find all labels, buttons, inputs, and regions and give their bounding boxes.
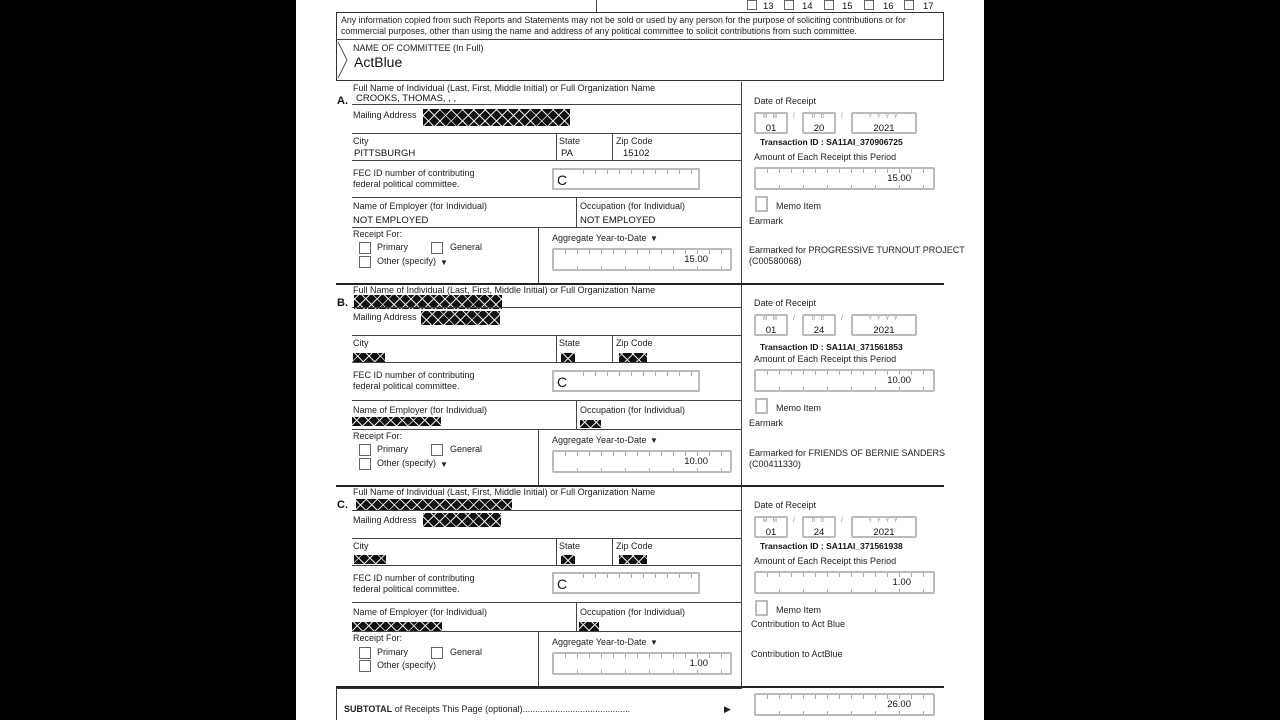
other-checkbox[interactable]: [359, 660, 371, 672]
primary-label: Primary: [377, 647, 408, 657]
date-month: M M 01: [754, 314, 788, 336]
memo-item-label: Memo Item: [776, 605, 822, 615]
general-checkbox[interactable]: [431, 242, 443, 254]
subtotal-field: 26.00: [754, 693, 935, 716]
memo-checkbox[interactable]: [755, 600, 768, 616]
memo-text: Contribution to Act Blue: [751, 619, 846, 629]
redacted-address: [421, 311, 500, 325]
date-of-receipt-label: Date of Receipt: [754, 500, 817, 510]
memo-checkbox[interactable]: [755, 398, 768, 414]
full-name-label: Full Name of Individual (Last, First, Middle Initial) or Full Organization Name: [353, 285, 656, 295]
mailing-address-label: Mailing Address: [353, 110, 417, 120]
date-day: D D 24: [802, 516, 836, 538]
primary-label: Primary: [377, 444, 408, 454]
aggregate-field: 15.00: [552, 248, 732, 271]
aggregate-field: 1.00: [552, 652, 732, 675]
triangle-down-icon: ▼: [650, 234, 658, 243]
city-label: City: [353, 136, 369, 146]
transaction-id: Transaction ID : SA11AI_370906725: [760, 137, 903, 147]
other-label: Other (specify): [377, 660, 437, 670]
redacted-city: [353, 353, 385, 362]
column-divider: [741, 82, 742, 686]
mailing-address-label: Mailing Address: [353, 312, 417, 322]
amount-field: 10.00: [754, 369, 935, 392]
fec-id-label-2: federal political committee.: [353, 179, 460, 189]
redacted-address: [423, 513, 501, 527]
triangle-right-icon: ▶: [724, 704, 731, 714]
fec-id-label: FEC ID number of contributing: [353, 573, 475, 583]
entry-letter: B.: [337, 297, 348, 309]
other-label: Other (specify): [377, 458, 437, 468]
receipt-for-label: Receipt For:: [353, 431, 403, 441]
subtotal-label: SUBTOTAL of Receipts This Page (optional)...........................................: [344, 704, 631, 714]
general-checkbox[interactable]: [431, 647, 443, 659]
aggregate-field: 10.00: [552, 450, 732, 473]
city-value: PITTSBURGH: [354, 148, 416, 159]
general-checkbox[interactable]: [431, 444, 443, 456]
zip-value: 15102: [623, 148, 650, 159]
redacted-state: [561, 555, 575, 564]
earmark-note: Earmarked for PROGRESSIVE TURNOUT PROJECT: [749, 245, 965, 255]
redacted-employer: [352, 622, 442, 631]
memo-item-label: Memo Item: [776, 403, 822, 413]
zip-label: Zip Code: [616, 338, 653, 348]
entry-letter: C.: [337, 499, 348, 511]
redacted-city: [354, 555, 386, 564]
date-year: Y Y Y Y 2021: [851, 516, 917, 538]
aggregate-label: Aggregate Year-to-Date: [552, 233, 647, 243]
triangle-down-icon: ▼: [650, 638, 658, 647]
date-day: D D 20: [802, 112, 836, 134]
full-name-label: Full Name of Individual (Last, First, Middle Initial) or Full Organization Name: [353, 83, 656, 93]
earmark-id: (C00580068): [749, 256, 802, 266]
fec-id-label-2: federal political committee.: [353, 381, 460, 391]
city-label: City: [353, 541, 369, 551]
general-label: General: [450, 647, 483, 657]
date-of-receipt-label: Date of Receipt: [754, 96, 817, 106]
city-label: City: [353, 338, 369, 348]
fec-id-label: FEC ID number of contributing: [353, 168, 475, 178]
triangle-down-icon: ▼: [440, 258, 448, 267]
general-label: General: [450, 444, 483, 454]
occupation-label: Occupation (for Individual): [580, 201, 686, 211]
page-number: 17: [923, 1, 934, 12]
committee-label: NAME OF COMMITTEE (In Full): [353, 43, 484, 53]
employer-label: Name of Employer (for Individual): [353, 405, 488, 415]
date-of-receipt-label: Date of Receipt: [754, 298, 817, 308]
redacted-zip: [619, 353, 647, 362]
transaction-id: Transaction ID : SA11AI_371561853: [760, 342, 903, 352]
redacted-address: [423, 109, 570, 126]
triangle-down-icon: ▼: [650, 436, 658, 445]
memo-text: Earmark: [749, 418, 784, 428]
occupation-label: Occupation (for Individual): [580, 405, 686, 415]
redacted-zip: [619, 555, 647, 564]
receipt-for-label: Receipt For:: [353, 229, 403, 239]
primary-checkbox[interactable]: [359, 242, 371, 254]
fec-id-field: C: [552, 572, 700, 594]
aggregate-label: Aggregate Year-to-Date: [552, 435, 647, 445]
zip-label: Zip Code: [616, 541, 653, 551]
redacted-occupation: [580, 420, 601, 428]
other-checkbox[interactable]: [359, 458, 371, 470]
state-label: State: [559, 136, 581, 146]
state-label: State: [559, 338, 581, 348]
date-month: M M 01: [754, 112, 788, 134]
chevron-right-icon: [336, 40, 350, 80]
redacted-employer: [352, 417, 441, 426]
full-name-label: Full Name of Individual (Last, First, Middle Initial) or Full Organization Name: [353, 487, 656, 497]
earmark-id: (C00411330): [749, 459, 801, 469]
receipt-for-label: Receipt For:: [353, 633, 403, 643]
triangle-down-icon: ▼: [440, 460, 448, 469]
page-box: [747, 0, 757, 10]
date-day: D D 24: [802, 314, 836, 336]
date-year: Y Y Y Y 2021: [851, 314, 917, 336]
fec-id-field: C: [552, 370, 700, 392]
zip-label: Zip Code: [616, 136, 653, 146]
memo-checkbox[interactable]: [755, 196, 768, 212]
page-number: 15: [842, 1, 853, 12]
page-number: 13: [763, 1, 774, 12]
notice-text: Any information copied from such Reports and Statements may not be sold or used by any person for the purpose of soliciting contributions or for commercial purposes, other than using the name and address of any political committee to solicit contributions from such committee.: [341, 15, 906, 36]
contribution-note: Contribution to ActBlue: [751, 649, 843, 659]
page-number: 14: [802, 1, 813, 12]
redacted-occupation: [579, 622, 599, 631]
redacted-state: [561, 353, 575, 362]
amount-label: Amount of Each Receipt this Period: [754, 152, 897, 162]
fec-id-field: C: [552, 168, 700, 190]
earmark-note: Earmarked for FRIENDS OF BERNIE SANDERS: [749, 448, 946, 458]
employer-label: Name of Employer (for Individual): [353, 201, 488, 211]
other-checkbox[interactable]: [359, 256, 371, 268]
amount-field: 15.00: [754, 167, 935, 190]
memo-text: Earmark: [749, 216, 784, 226]
state-value: PA: [561, 148, 573, 159]
general-label: General: [450, 242, 483, 252]
form-page: 13 14 15 16 17 Any information copied from such Reports and Statements may not be sold or used by any person for the purpose of soliciting contributions or for commercial purposes, other than using the name and address of any political committee to solicit contributions from such committee. NAME OF COMMITTEE (In Full) ActBlue A. Full Name of Individual (Last, First, Middle Initial) or Full Organization Name CROOKS, THOMAS, , , Mailing Address City PITTSBURGH State PA Zip Code 15102 FEC ID number of contributing federal political committee. C Name of Employer (for Individual) NOT EMPLOYED Occupation (for Individual) NOT EMPLOYED Receipt For: Primary General Other (specify) ▼ Aggregate Year-to-Date ▼ 15.00 Date of Receipt M M 01 / D D 20 / Y Y Y Y 2021 Transaction ID : SA11AI_370906725 Amount of Each Receipt this Period 15.00 Memo Item Earmark Earmarked for PROGRESSIVE TURNOUT PROJECT (C00580068) B. Full Name of Individual (Last, First, Middle Initial) or Full Organization Name Mailing Address City State Zip Code FEC ID number of contributing federal political committee. C Name of Employer (for Individual) Occupation (for Individual) Receipt For: Primary General Other (specify) ▼ Aggregate Year-to-Date ▼ 10.00 Date of Receipt M M 01 / D D 24 / Y Y Y Y 2021 Transaction ID : SA11AI_371561853 Amount of Each Receipt this Period 10.00 Memo Item Earmark Earmarked for FRIENDS OF BERNIE SANDERS (C00411330) C. Full Name of Individual (Last, First, Middle Initial) or Full Organization Name Mailing Address City State Zip Code FEC ID number of contributing federal political committee. C Name of Employer (for Individual) Occupation (for Individual) Receipt For: Primary General Other (specify) Aggregate Year-to-Date ▼ 1.00 Date of Receipt M M 01 / D D 24 / Y Y Y Y 2021 Transaction ID : SA11AI_371561938 Amount of Each Receipt this Period 1.00 Memo Item Contribution to Act Blue Contribution to ActBlue SUBTOTAL of Receipts This Page (optional)........................................... ▶ 26.00: [296, 0, 984, 720]
date-year: Y Y Y Y 2021: [851, 112, 917, 134]
occupation-label: Occupation (for Individual): [580, 607, 686, 617]
amount-label: Amount of Each Receipt this Period: [754, 556, 897, 566]
primary-checkbox[interactable]: [359, 444, 371, 456]
aggregate-label: Aggregate Year-to-Date: [552, 637, 647, 647]
employer-label: Name of Employer (for Individual): [353, 607, 488, 617]
committee-name: ActBlue: [354, 54, 403, 70]
transaction-id: Transaction ID : SA11AI_371561938: [760, 541, 903, 551]
memo-item-label: Memo Item: [776, 201, 822, 211]
page-number: 16: [883, 1, 894, 12]
primary-checkbox[interactable]: [359, 647, 371, 659]
amount-label: Amount of Each Receipt this Period: [754, 354, 897, 364]
occupation-value: NOT EMPLOYED: [580, 215, 656, 226]
fec-id-label: FEC ID number of contributing: [353, 370, 475, 380]
fec-id-label-2: federal political committee.: [353, 584, 460, 594]
contributor-name: CROOKS, THOMAS, , ,: [356, 93, 457, 104]
entry-letter: A.: [337, 95, 348, 107]
date-month: M M 01: [754, 516, 788, 538]
mailing-address-label: Mailing Address: [353, 515, 417, 525]
other-label: Other (specify): [377, 256, 437, 266]
employer-value: NOT EMPLOYED: [353, 215, 429, 226]
primary-label: Primary: [377, 242, 408, 252]
state-label: State: [559, 541, 581, 551]
amount-field: 1.00: [754, 571, 935, 594]
